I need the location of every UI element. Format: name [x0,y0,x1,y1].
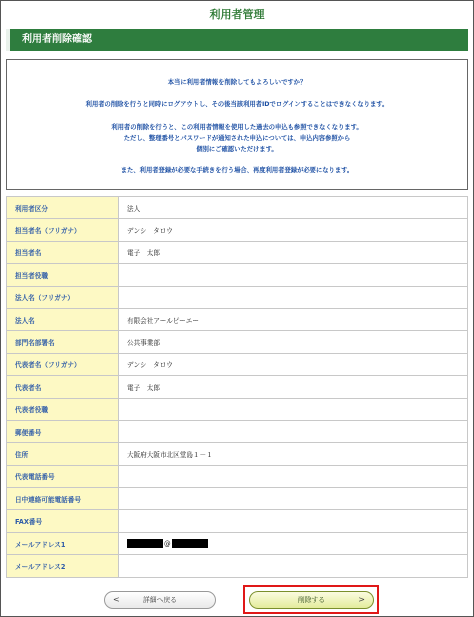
row-label: 住所 [7,443,119,465]
table-row [7,308,468,330]
row-label: 利用者区分 [7,197,119,219]
table-row [7,465,468,487]
delete-button[interactable] [249,591,374,609]
notice-line: また、利用者登録が必要な手続きを行う場合、再度利用者登録が必要になります。 [120,167,354,174]
table-row [7,286,468,308]
row-value: 電子 太郎 [119,241,468,263]
notice-line: 利用者の削除を行うと、この利用者情報を使用した過去の申込も参照できなくなります。 [111,124,363,131]
row-value: 法人 [119,197,468,219]
row-label: 郵便番号 [7,420,119,442]
notice-line: ただし、整理番号とパスワードが通知された申込については、申込内容参照から [123,135,351,142]
row-label: 代表電話番号 [7,465,119,487]
back-button-label: 詳細へ戻る [143,596,177,604]
row-value [119,465,468,487]
row-label: 代表者名（フリガナ） [7,353,119,375]
row-label: 部門名部署名 [7,331,119,353]
row-label: 担当者名（フリガナ） [7,219,119,241]
row-label: 代表者役職 [7,398,119,420]
chevron-right-icon: > [358,595,365,604]
row-value [119,510,468,532]
table-row [7,241,468,263]
redacted-block [127,539,163,548]
notice-line: 本当に利用者情報を削除してもよろしいですか？ [167,79,307,86]
row-value [119,398,468,420]
section-header-label: 利用者削除確認 [22,34,92,45]
chevron-left-icon: < [113,595,120,604]
delete-button-label: 削除する [297,596,326,604]
table-row [7,353,468,375]
row-label: FAX番号 [7,510,119,532]
section-header [6,29,468,51]
row-label: 日中連絡可能電話番号 [7,488,119,510]
row-label: 担当者名 [7,241,119,263]
table-row [7,488,468,510]
row-value: 大阪府大阪市北区堂島１－１ [119,443,468,465]
table-row [7,398,468,420]
table-row [7,532,468,554]
table-row [7,555,468,577]
row-label: 担当者役職 [7,264,119,286]
header-accent-bar [6,29,10,51]
table-row [7,443,468,465]
page-title: 利用者管理 [209,8,265,21]
table-row [7,219,468,241]
back-to-details-button[interactable] [104,591,216,609]
row-label: 法人名 [7,308,119,330]
row-value [119,264,468,286]
row-label: 代表者名 [7,376,119,398]
row-value [119,555,468,577]
confirmation-notice [6,59,468,190]
email-at-sign: @ [164,539,171,548]
row-value: 電子 太郎 [119,376,468,398]
table-row [7,420,468,442]
row-value: 公共事業部 [119,331,468,353]
row-value [119,420,468,442]
notice-line: 個別にご確認いただけます。 [196,146,278,153]
email-value [119,532,468,554]
row-label: 法人名（フリガナ） [7,286,119,308]
row-value: 有限会社アールピーエー [119,308,468,330]
row-label: メールアドレス2 [7,555,119,577]
table-row [7,376,468,398]
row-label: メールアドレス1 [7,532,119,554]
row-value [119,488,468,510]
notice-line: 利用者の削除を行うと同時にログアウトし、その後当該利用者IDでログインすることはできなくなります。 [85,101,389,108]
redacted-block [172,539,208,548]
user-info-table [6,196,468,578]
table-row [7,197,468,219]
table-row [7,264,468,286]
table-row [7,510,468,532]
row-value [119,286,468,308]
row-value: デンシ タロウ [119,353,468,375]
row-value: デンシ タロウ [119,219,468,241]
table-row [7,331,468,353]
